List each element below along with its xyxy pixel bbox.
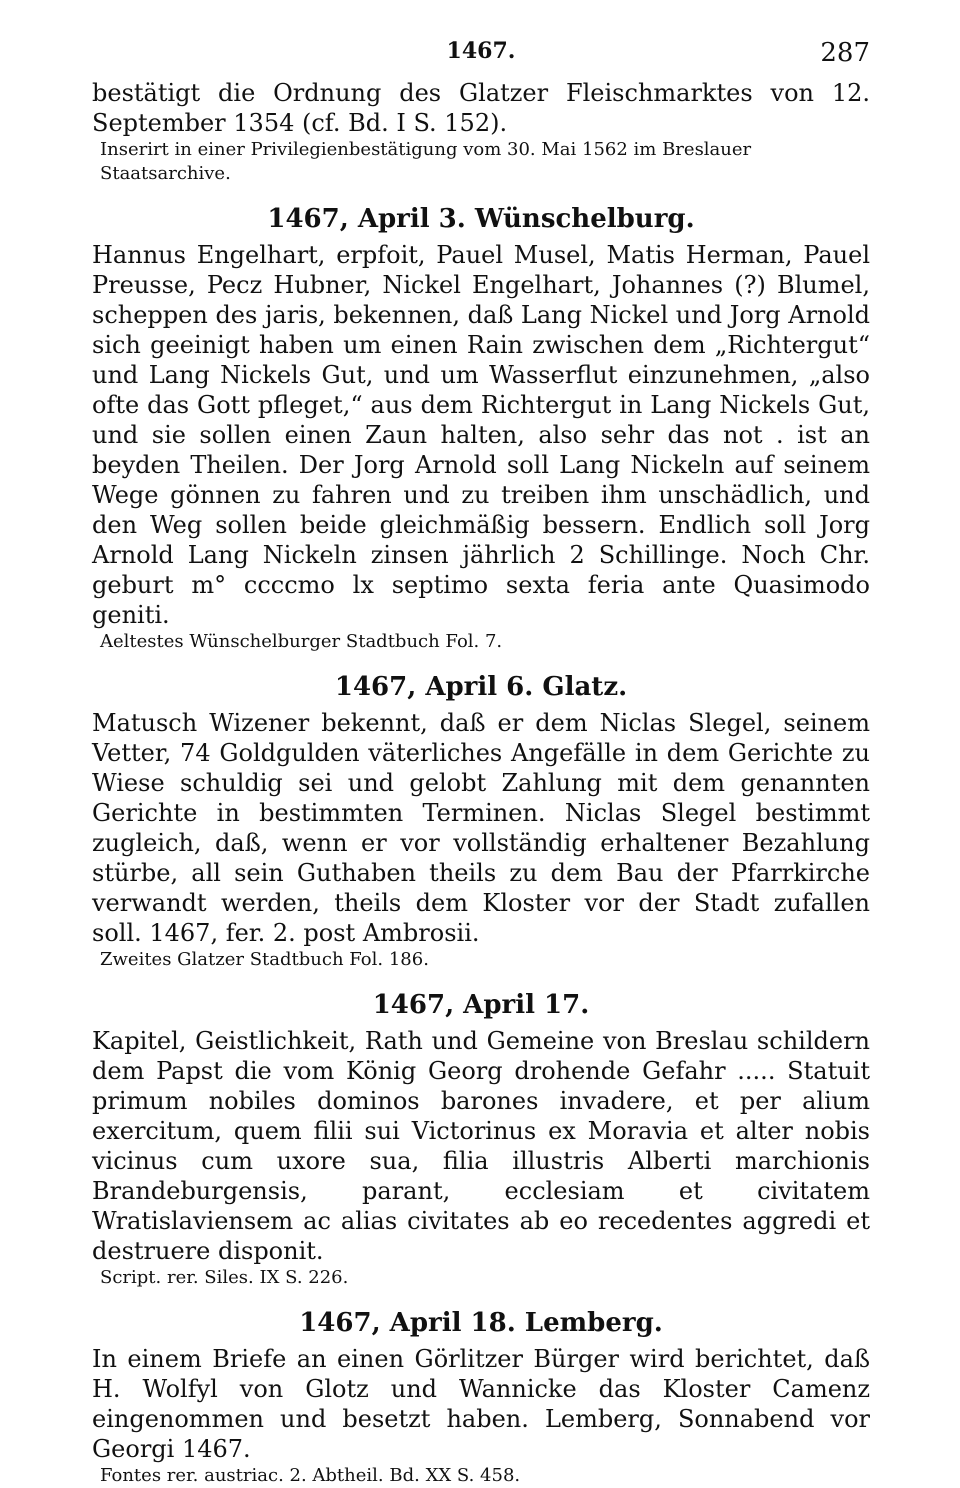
entry-heading: 1467, April 17. xyxy=(372,990,590,1020)
intro-source: Inserirt in einer Privilegienbestätigung vom 30. Mai 1562 im Breslauer Staatsarchive. xyxy=(100,139,752,184)
entry-april-6 xyxy=(92,670,870,972)
intro-entry xyxy=(92,78,870,186)
entry-april-18 xyxy=(92,1306,870,1488)
entry-source: Script. rer. Siles. IX S. 226. xyxy=(100,1267,349,1288)
entry-april-3 xyxy=(92,202,870,654)
entry-source: Zweites Glatzer Stadtbuch Fol. 186. xyxy=(100,949,429,970)
running-head-year: 1467. xyxy=(446,38,516,64)
intro-text: bestätigt die Ordnung des Glatzer Fleischmarktes von 12. September 1354 (cf. Bd. I S. 152). xyxy=(92,79,870,137)
running-head xyxy=(92,38,870,78)
entry-source: Fontes rer. austriac. 2. Abtheil. Bd. XX S. 458. xyxy=(100,1465,521,1486)
entry-heading: 1467, April 6. Glatz. xyxy=(334,672,628,702)
entry-source: Aeltestes Wünschelburger Stadtbuch Fol. 7. xyxy=(100,631,503,652)
page-number: 287 xyxy=(820,38,870,68)
entry-heading: 1467, April 18. Lemberg. xyxy=(299,1308,663,1338)
entry-april-17 xyxy=(92,988,870,1290)
entry-text: Matusch Wizener bekennt, daß er dem Niclas Slegel, seinem Vetter, 74 Goldgulden väterliches Angefälle in dem Gerichte zu Wiese schuldig sei und gelobt Zahlung mit dem genannten Gerichte in bestimmten Terminen. Niclas Slegel bestimmt zugleich, daß, wenn er vor vollständig erhaltener Bezahlung stürbe, all sein Guthaben theils zu dem Bau der Pfarrkirche verwandt werden, theils dem Kloster vor der Stadt zufallen soll. 1467, fer. 2. post Ambrosii. xyxy=(92,709,870,947)
entry-text: Kapitel, Geistlichkeit, Rath und Gemeine von Breslau schildern dem Papst die vom König Georg drohende Gefahr ..... Statuit primum nobiles dominos barones invadere, et per alium exercitum, quem filii sui Victorinus ex Moravia et alter nobis vicinus cum uxore sua, filia illustris Alberti marchionis Brandeburgensis, parant, ecclesiam et civitatem Wratislaviensem ac alias civitates ab eo recedentes aggredi et destruere disponit. xyxy=(92,1027,870,1265)
entry-text: In einem Briefe an einen Görlitzer Bürger wird berichtet, daß H. Wolfyl von Glotz und Wannicke das Kloster Camenz eingenommen und besetzt haben. Lemberg, Sonnabend vor Georgi 1467. xyxy=(92,1345,870,1463)
entry-text: Hannus Engelhart, erpfoit, Pauel Musel, Matis Herman, Pauel Preusse, Pecz Hubner, Nickel Engelhart, Johannes (?) Blumel, scheppen des jaris, bekennen, daß Lang Nickel und Jorg Arnold sich geeinigt haben um einen Rain zwischen dem „Richtergut“ und Lang Nickels Gut, und um Wasserflut einzunehmen, „also ofte das Gott pfleget,“ aus dem Richtergut in Lang Nickels Gut, und sie sollen einen Zaun halten, also sehr das not . ist an beyden Theilen. Der Jorg Arnold soll Lang Nickeln auf seinem Wege gönnen zu fahren und zu treiben ihm unschädlich, und den Weg sollen beide gleichmäßig bessern. Endlich soll Jorg Arnold Lang Nickeln zinsen jährlich 2 Schillinge. Noch Chr. geburt m° ccccmo lx septimo sexta feria ante Quasimodo geniti. xyxy=(92,241,870,629)
entry-heading: 1467, April 3. Wünschelburg. xyxy=(267,204,695,234)
